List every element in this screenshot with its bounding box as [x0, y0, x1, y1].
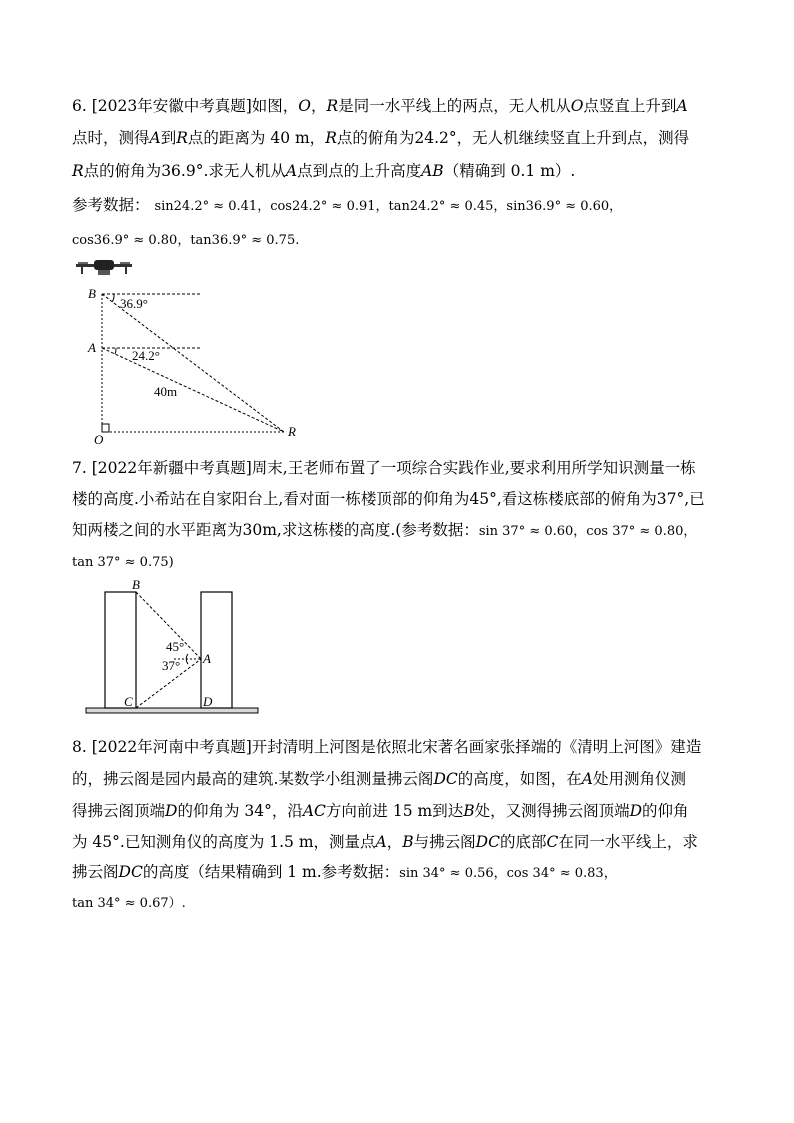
drone-icon	[76, 260, 132, 275]
p8-line-2: 的，拂云阁是园内最高的建筑.某数学小组测量拂云阁DC的高度，如图，在A处用测角仪测	[72, 770, 686, 788]
angle-arc-a	[115, 348, 116, 354]
angle-label-45: 45°	[166, 639, 185, 654]
p8-line-4: 为 45°.已知测角仪的高度为 1.5 m，测量点A，B与拂云阁DC的底部C在同一水平线上，求	[72, 833, 698, 851]
p6-line-1: 6. [2023年安徽中考真题]如图，O，R是同一水平线上的两点，无人机从O点竖直上升到A	[72, 97, 688, 115]
angle-arc-b	[112, 294, 114, 302]
p6-line-5: cos36.9° ≈ 0.80，tan36.9° ≈ 0.75.	[72, 233, 300, 248]
p7-line-1: 7. [2022年新疆中考真题]周末,王老师布置了一项综合实践作业,要求利用所学知识测量一栋	[72, 459, 696, 477]
p8-line-6: tan 34° ≈ 0.67）.	[72, 896, 186, 911]
p7-line-4: tan 37° ≈ 0.75)	[72, 555, 174, 570]
angle-label-37: 37°	[162, 658, 181, 673]
point-label-r: R	[288, 424, 296, 439]
point-label-d: D	[203, 694, 213, 709]
building-left	[105, 592, 136, 708]
figure-6	[72, 256, 312, 446]
figure-7	[84, 578, 264, 720]
angle-label-24-2: 24.2°	[132, 348, 160, 363]
problem-number: 7.	[72, 459, 87, 477]
line-br	[102, 294, 284, 432]
p6-line-2: 点时，测得A到R点的距离为 40 m，R点的俯角为24.2°，无人机继续竖直上升到点，测得	[72, 129, 690, 147]
p8-line-3: 得拂云阁顶端D的仰角为 34°，沿AC方向前进 15 m到达B处，又测得拂云阁顶端D的仰角	[72, 802, 689, 820]
point-label-a: A	[203, 651, 211, 666]
building-right	[201, 592, 232, 708]
problem-number: 8.	[72, 738, 87, 756]
ground	[86, 708, 258, 713]
point-label-b: B	[88, 286, 96, 301]
point-label-a: A	[88, 340, 96, 355]
p8-line-1: 8. [2022年河南中考真题]开封清明上河图是依照北宋著名画家张择端的《清明上河图》建造	[72, 738, 702, 756]
length-label-40m: 40m	[154, 384, 178, 399]
point-label-b: B	[132, 578, 140, 592]
problem-number: 6.	[72, 97, 87, 115]
point-label-c: C	[124, 694, 133, 709]
p6-line-3: R点的俯角为36.9°.求无人机从A点到点的上升高度AB（精确到 0.1 m）.	[72, 162, 576, 180]
right-angle-mark	[102, 424, 109, 432]
angle-label-36-9: 36.9°	[120, 296, 148, 311]
line-ar	[102, 348, 284, 432]
p7-line-2: 楼的高度.小希站在自家阳台上,看对面一栋楼顶部的仰角为45°,看这栋楼底部的俯角为37°,已	[72, 490, 705, 508]
p6-line-4: 参考数据： sin24.2° ≈ 0.41，cos24.2° ≈ 0.91，tan24.2° ≈ 0.45，sin36.9° ≈ 0.60，	[72, 196, 623, 214]
p8-line-5: 拂云阁DC的高度（结果精确到 1 m.参考数据：sin 34° ≈ 0.56，cos 34° ≈ 0.83，	[72, 863, 617, 881]
p7-line-3: 知两楼之间的水平距离为30m,求这栋楼的高度.(参考数据：sin 37° ≈ 0.60，cos 37° ≈ 0.80，	[72, 521, 697, 539]
point-label-o: O	[94, 432, 104, 446]
